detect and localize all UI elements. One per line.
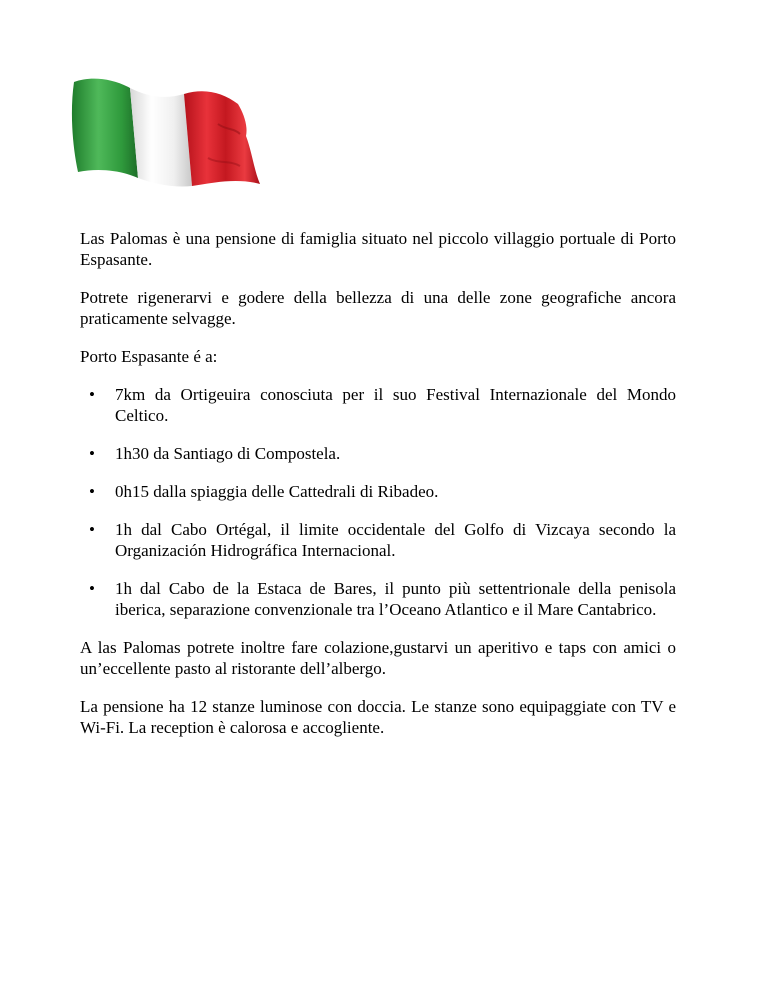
bullet-icon: • [89, 579, 95, 598]
bullet-icon: • [89, 482, 95, 501]
document-body [80, 228, 676, 755]
distances-list [80, 384, 676, 620]
flag-green-stripe [72, 79, 138, 178]
bullet-icon: • [89, 520, 95, 539]
relax-paragraph: Potrete rigenerarvi e godere della bellezza di una delle zone geografiche ancora praticamente selvagge. [80, 288, 676, 328]
list-item: • 1h dal Cabo de la Estaca de Bares, il punto più settentrionale della penisola iberica, separazione convenzionale tra l’Oceano Atlantico e il Mare Cantabrico. [89, 579, 676, 619]
bullet-icon: • [89, 385, 95, 404]
distances-heading: Porto Espasante é a: [80, 347, 218, 366]
list-item: • 1h dal Cabo Ortégal, il limite occidentale del Golfo di Vizcaya secondo la Organización Hidrográfica Internacional. [89, 520, 676, 560]
flag-red-stripe [184, 91, 260, 186]
bullet-icon: • [89, 444, 95, 463]
list-item: • 0h15 dalla spiaggia delle Cattedrali di Ribadeo. [89, 482, 439, 501]
rooms-paragraph: La pensione ha 12 stanze luminose con doccia. Le stanze sono equipaggiate con TV e Wi-Fi. La reception è calorosa e accogliente. [80, 697, 676, 737]
italian-flag-icon [68, 74, 264, 190]
services-paragraph: A las Palomas potrete inoltre fare colazione,gustarvi un aperitivo e taps con amici o un’eccellente pasto al ristorante dell’albergo. [80, 638, 676, 678]
list-item: • 1h30 da Santiago di Compostela. [89, 444, 341, 463]
list-item: • 7km da Ortigeuira conosciuta per il suo Festival Internazionale del Mondo Celtico. [89, 385, 676, 425]
flag-white-stripe [130, 88, 192, 187]
intro-paragraph: Las Palomas è una pensione di famiglia situato nel piccolo villaggio portuale di Porto Espasante. [80, 229, 676, 269]
